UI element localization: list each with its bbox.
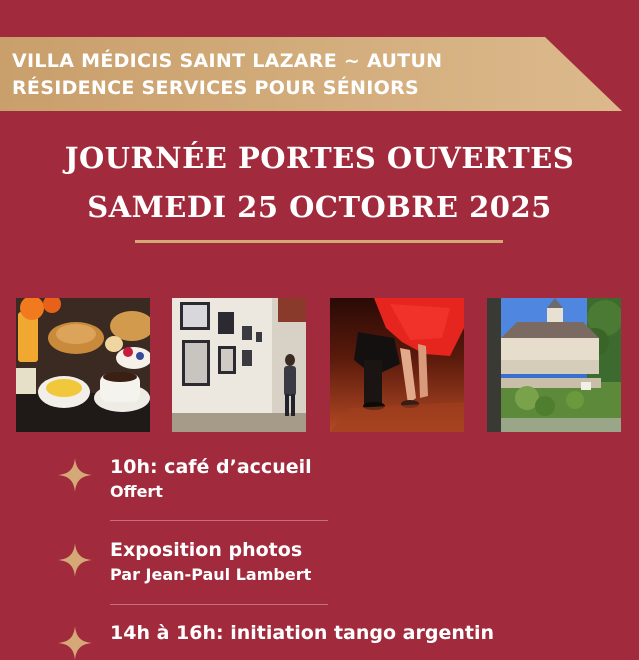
program-divider: [110, 520, 328, 521]
headline-line-1: JOURNÉE PORTES OUVERTES: [64, 141, 575, 175]
headline-line-2: SAMEDI 25 OCTOBRE 2025: [87, 190, 552, 224]
program-subtitle: Par Jean-Paul Lambert: [110, 565, 312, 584]
sparkle-icon: [58, 626, 92, 660]
sparkle-icon: [58, 458, 92, 492]
event-headline: [0, 134, 639, 232]
banner-line-1: VILLA MÉDICIS SAINT LAZARE ~ AUTUN: [12, 50, 443, 72]
program-divider: [110, 604, 328, 605]
program-title: 10h: café d’accueil: [110, 456, 312, 478]
breakfast-photo: [16, 298, 150, 432]
program-title: 14h à 16h: initiation tango argentin: [110, 622, 494, 644]
program-title: Exposition photos: [110, 539, 303, 561]
exhibition-photo: [172, 298, 306, 432]
title-banner: [0, 37, 622, 111]
tango-photo: [330, 298, 464, 432]
villa-garden-photo: [487, 298, 621, 432]
divider-rule: [135, 240, 503, 243]
program-subtitle: Offert: [110, 482, 163, 501]
banner-line-2: RÉSIDENCE SERVICES POUR SÉNIORS: [12, 77, 419, 99]
sparkle-icon: [58, 543, 92, 577]
